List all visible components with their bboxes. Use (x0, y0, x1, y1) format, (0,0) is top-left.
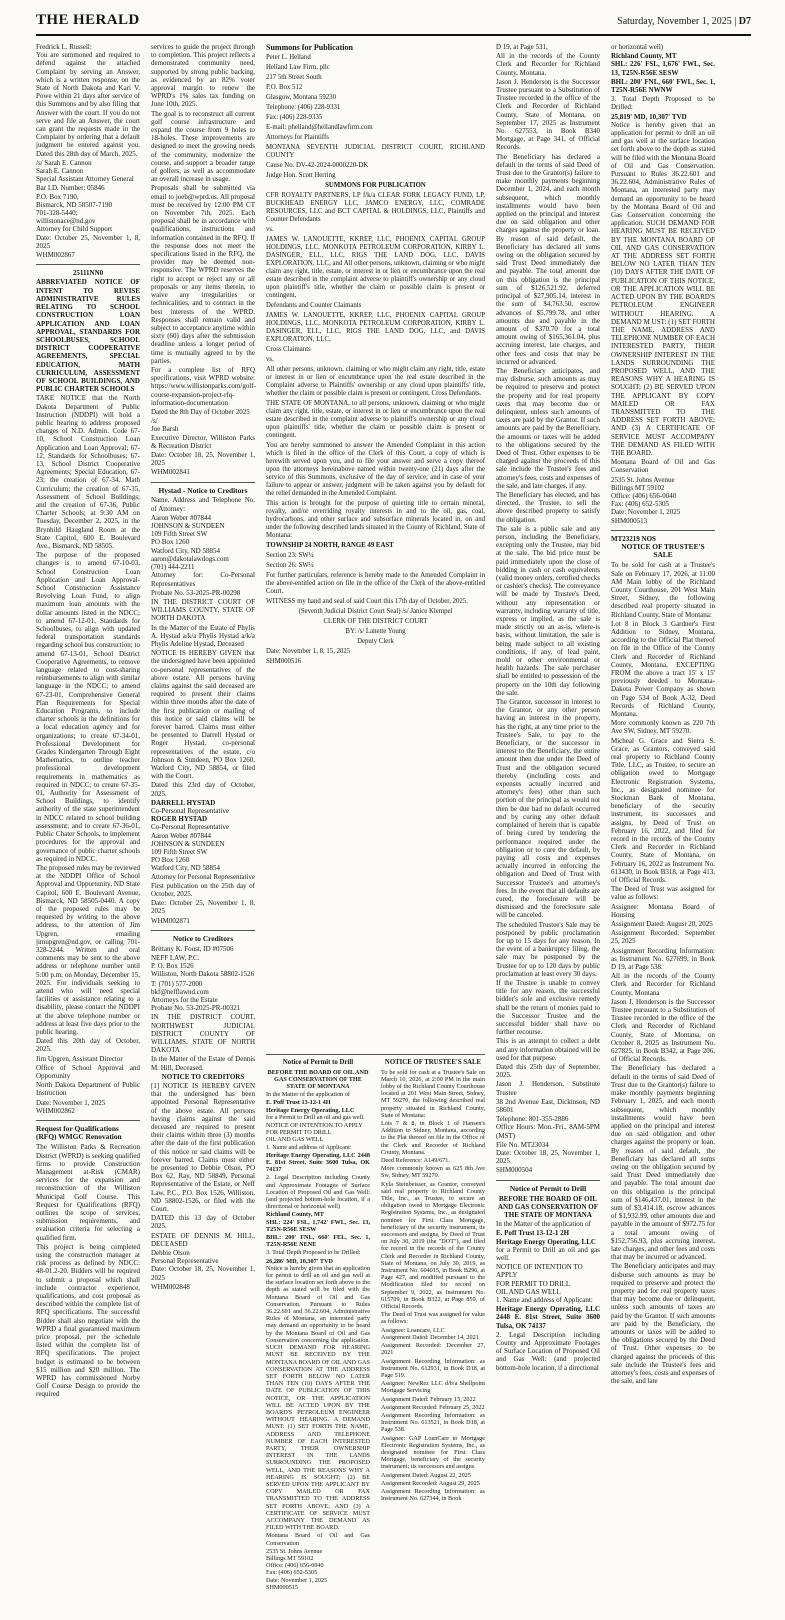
notice-text: JOHNSON & SUNDEEN (151, 839, 225, 848)
masthead (36, 12, 751, 36)
notice-text: 3. Total Depth Proposed to be Drilled: (266, 1249, 361, 1257)
notice-text: Lot 8 in Block 3 Gardner's First Addition to Sidney, Montana, according to the Official Plat thereof on file in the Office of the County Clerk and Recorder of Richland County, Montana, EXCEPTING FROM the above a tract 15' x 15' previously deeded to Montana-Dakota Power Company as shown on Page 534 of Book A-32, Deed Records of Richland County, Montana. (611, 619, 715, 718)
notice-text: Bismarck, ND 58507-7190 (36, 200, 113, 209)
notice-text: 2. Legal Description including County and Approximate Footages of Surface Location of Proposed Oil and Gas Well: (and projected bottom-hole location, if a directional (496, 1330, 600, 1372)
notice-text: 26,286' MD, 10,307' TVD (266, 1257, 333, 1265)
notice-text: Proposals shall be submitted via email to joeb@wprd.us. All proposal must be received by 12:00 PM CT on November 7th, 2025. Each proposal shall be in accordance with qualifications, instructions and information contained in the RFQ. If the response does not meet the specifications listed in the RFQ, the provider may be deemed non-responsive. The WPRD reserves the right to accept or reject any or all proposals or any items therein, to waive any irregularities or technicalities, and to contract in the best interests of the WPRD. Responses shall remain valid and subject to acceptance anytime within sixty (60) days after the submission deadline unless a longer period of time is mutually agreed to by the parties. (151, 184, 255, 365)
notice-text: Deputy Clerk (357, 638, 394, 645)
notice-text: SHM000504 (496, 1166, 533, 1175)
notice-text: Attorney for Personal Representative (151, 872, 255, 881)
notice-trustees-sale-steinbeisser (381, 1059, 485, 1502)
column-6 (611, 43, 715, 1591)
notice-text: The Grantor, successor in interest to the Grantor, or any other person having an interest in the property, has the right, at any time prior to the Trustee's Sale, to pay to the Beneficiary, or the successor in interest to the Beneficiary, the entire amount then due under the Deed of Trust and the obligation secured thereby (including costs and expenses actually incurred and attorney's fees) other than such portion of the principal as would not then be due had no default occurred and by curing any other default complained of herein that is capable of being cured by tendering the performance required under the obligation or to cure the default, by paying all costs and expenses actually incurred in enforcing the obligation and Deed of Trust with Successor Trustee's and attorney's fees. In the event that all defaults are cured, the foreclosure will be dismissed and the foreclosure sale will be canceled. (496, 698, 600, 920)
notice-text: You are hereby summoned to answer the Amended Complaint in this action which is filed in the office of the Clerk of this Court, a copy of which is herewith served upon you, and to file your answer and serve a copy thereof upon the attorneys hereinabove named within twenty-one (21) days after the service of this Summons, exclusive of the day of service; and in case of your failure to appear or answer, judgment will be taken against you by default for the relief demanded in the Amended Complaint. (266, 442, 485, 497)
notice-text: IN THE DISTRICT COURT, NORTHWEST JUDICIAL DISTRICT COUNTY OF WILLIAMS, STATE OF NORTH DAKOTA (151, 1013, 255, 1055)
notice-text: TOWNSHIP 24 NORTH, RANGE 49 EAST (266, 542, 394, 549)
notice-text: BY: /s/ Lanette Young (345, 628, 406, 635)
notice-text: Bar I.D. Number: 05846 (36, 184, 105, 193)
notice-text: PO Box 1260 (151, 538, 190, 547)
notice-text: Office Hours: Mon.-Fri., 8AM-5PM (MST) (496, 1123, 600, 1140)
notice-text: The Beneficiary has elected, and has directed, the Trustee, to sell the above described property to satisfy the obligation. (496, 490, 600, 524)
notice-text: Date: November 1, 2025 (36, 1098, 106, 1107)
notice-text: Date: November 1, 8, 15, 2025 (266, 648, 351, 655)
notice-text: 109 Fifth Street SW (151, 848, 208, 856)
notice-text: The scheduled Trustee's Sale may be postponed by public proclamation for up to 15 days for any reason. In the event of a bankruptcy filing, the sale may be postponed by the Trustee for up to 120 days by public proclamation at least every 30 days. (496, 920, 600, 978)
notice-text: In the Matter of the Estate of Phylis A. Hystad a/k/a Phylis Hystad a/k/a Phylis Adeline Hystad, Deceased (151, 623, 255, 648)
notice-text: To be sold for cash at a Trustee's Sale on March 10, 2026, at 2:00 PM in the main lobby of the Richland County Courthouse located at 201 West Main Street, Sidney, MT 59270, the following described real property situated in Richland County, State of Montana: (381, 1068, 485, 1119)
notice-text: The Beneficiary anticipates, and may disburse, such amounts as may be required to preserve and protect the property and for real property taxes that may become due or delinquent, unless such amounts of taxes are paid by the Grantor. If such amounts are paid by the Beneficiary, the amounts or taxes will be added to the obligations secured by the Deed of Trust. Other expenses to be charged against the proceeds of this sale include the Trustee's fees and attorney's fees, costs and expenses of the sale, and late charges, if any. (496, 366, 600, 490)
notice-text: Assignment Recording Information: as Instrument No. 627344, in Book (381, 1487, 485, 1503)
notice-text: Heritage Energy Operating, LLC (266, 1106, 355, 1114)
notice-text: (701) 444-2211 (151, 563, 195, 572)
notice-text: More commonly known as 220 7th Ave SW, Sidney, MT 59270. (611, 719, 715, 736)
notice-text: Brittany K. Foust, ID #07506 (151, 944, 234, 953)
notice-text: /s/ (151, 417, 158, 426)
notice-text: Jim Upgren, Assistant Director (36, 1054, 123, 1063)
notice-text: Assignee: NewRez LLC d/b/a Shellpoint Mortgage Servicing (381, 1380, 485, 1395)
notice-text: Assignee: Montana Board of Housing (611, 902, 715, 919)
notice-text: Telephone: (406) 228-9331 (266, 104, 341, 111)
notice-text: JAMES W. LANOUETTE, KKREP, LLC, PHOENIX CAPITAL GROUP HOLDINGS, LLC, MONKOTA PETROLEUM CORPORATION, KIRBY L. DASINGER, ELL, LLC, RIGS THE LAND DOG, LLC, DAVIS EXPLORATION, LLC, and All other persons, unknown, claiming or who might claim any right, title, estate, or interest in or lien or encumbrance upon the real estate described in the complaint adverse to plaintiff's ownership or any cloud upon plaintiff's title, whether the claim or possible claim is present or contingent, (266, 236, 485, 299)
notice-text: Attorneys for Plaintiffs (266, 134, 329, 141)
notice-text: WITNESS my hand and seal of said Court this 17th day of October, 2025. (266, 598, 468, 605)
notice-permit-to-drill-e-poff-trust-4h (266, 1059, 370, 1591)
notice-rfq-wmgc-renovation (36, 1120, 140, 1399)
notice-text: The purpose of the proposed changes is to amend 67-10-03, School Construction Loan Application and Loan Approval-School Construction Assistance Revolving Loan Fund, to align maximum loan amounts with the dollar amounts listed in the NDCC; to amend 67-12-01, Standards for Schoolbuses, to align with updated federal transportation standards regarding school bus construction; to amend 67-13-01, School District Cooperative Agreements, to remove language related to cost-sharing reimbursements to align with similar language in the NDCC; to amend 67-23-01, Comprehensive General Plan Requirements for Special Education Programs, to include charter schools in the definitions for a local education agency and for organizations; to create 67-34-01, Professional Development for Grades Kindergarten Through Eight Mathematics, to outline teacher professional development requirements in mathematics as required in NDCC; to create 67-35-01, Authority for Assessment of School Buildings, to identify authority of the state superintendent in NDCC related to school building assessment; and to create 67-36-01, Public Chater Schools, to implement procedures for the approval and governance of public charter schools as required in NDCC. (36, 551, 140, 863)
notice-text: vs. (266, 356, 274, 363)
notice-text: WHM002848 (151, 1282, 190, 1291)
notice-text: Glasgow, Montana 59230 (266, 94, 336, 101)
notice-heading: Notice of Permit to Drill (282, 1059, 354, 1067)
notice-text: DARRELL HYSTAD (151, 798, 216, 807)
notice-text: Personal Representative (151, 1257, 219, 1266)
notice-text: FOR PERMIT TO DRILL (496, 1279, 571, 1288)
notice-text: Attorney for: Co-Personal Representatives (151, 571, 255, 588)
notice-text: Cross Claimants (266, 346, 311, 353)
notice-text: (Seventh Judicial District Court Seal) /s/ Janice Klempel (298, 608, 453, 615)
notice-trustees-sale-steinbeisser-continued (496, 43, 600, 1175)
notice-text: Dated this 23rd day of October, 2025. (151, 781, 255, 798)
notice-heading: Notice to Creditors (172, 933, 234, 943)
notice-text: WHM002871 (151, 916, 190, 925)
notice-heading: Summons for Publication (266, 43, 353, 52)
notice-text: 701-328-5440; (36, 209, 78, 218)
notice-text: Fax: (406) 652-5305 (611, 500, 669, 509)
notice-text: Executive Director, Williston Parks & Recreation District (151, 433, 255, 450)
notice-text: Billings MT 59102 (266, 1554, 314, 1562)
notice-text: Date: October 18, 25, November 1, 2025 (496, 1149, 600, 1166)
notice-hystad-notice-to-creditors (151, 482, 255, 925)
notice-text: Peter L. Helland (266, 54, 311, 61)
notice-text: SUMMONS FOR PUBLICATION (325, 182, 426, 189)
notice-text: Debbie Olson (151, 1249, 190, 1258)
notice-text: Aaron Weber #07844 (151, 513, 211, 522)
notice-text: WHM002862 (36, 1106, 75, 1115)
notice-text: The Deed of Trust was assigned for value as follows: (381, 1311, 485, 1326)
notice-text: Richland County, MT (266, 1211, 324, 1219)
notice-text: Assignment Dated: August 20, 2025 (611, 920, 713, 929)
notice-text: All in the records of the County Clerk and Recorder for Richland County, Montana. (496, 52, 600, 77)
notice-text: All other persons, unknown, claiming or who might claim any right, title, estate or interest in or lien or encumbrance upon the real estate described in the Complaint adverse to Plaintiffs' ownership or any cloud upon plaintiffs' title, whether the claim or possible claim is present or contingent, Cross Defendants. (266, 366, 485, 397)
notice-text: [1] NOTICE IS HEREBY GIVEN that the undersigned has been appointed Personal Representative of the above estate. All persons having claims against the said deceased are required to present their claims within three (3) months after the date of the first publication of this notice or said claims will be forever barred. Claims must either be presented to Debbie Olson, PO Box 62, Ray, ND 58849, Personal Representative of the Estate, or Neff Law, P.C., P.O. Box 1526, Williston, ND 58802-1526, or filed with the Court. (151, 1081, 255, 1214)
notice-text: For further particulars, reference is hereby made to the Amended Complaint in the above-entitled action on file in the office of the Clerk of the above-entitled Court. (266, 572, 485, 595)
notice-hill-notice-to-creditors (151, 930, 255, 1291)
notice-text: Fredrick L. Russell: (36, 43, 92, 51)
notice-text: Date: November 1, 2025 (266, 1576, 328, 1584)
notice-text: NEFF LAW, P.C. (151, 953, 200, 962)
notice-text: Williston, North Dakota 58802-1526 (151, 970, 255, 979)
notice-text: vs. (266, 226, 274, 233)
notice-text: Date: October 25, November 1, 8, 2025 (36, 233, 140, 250)
notice-text: P.O. Box 7190, (36, 192, 79, 201)
notice-text: T: (701) 577-2000 (151, 979, 203, 988)
notice-text: Assignment Dated: August 22, 2025 (381, 1471, 471, 1479)
notice-text: services to guide the project through to completion. This project reflects a demonstrated community need, supported by strong public backing, as evidenced by an 82% voter approval margin to renew the WPRD's 1% sales tax funding on June 10th, 2025. (151, 43, 255, 109)
notice-heading: Request for Qualifications (RFQ) WMGC Renovation (36, 1124, 122, 1142)
notice-text: P.O. Box 512 (266, 84, 303, 91)
notice-text: The Beneficiary anticipates and may disburse such amounts as may be required to preserve and protect the property and for real property taxes that may become due or delinquent, unless such amounts of taxes are paid by the Grantor. If such amounts are paid by the Beneficiary, the amounts or taxes will be added to the obligations secured by the Deed of Trust. Other expenses to be charged against the proceeds of this sale include the Trustee's fees and attorney's fees, costs and expenses of the sale, and late (611, 1262, 715, 1386)
notice-text: JAMES W. LANOUETTE, KKREP, LLC, PHOENIX CAPITAL GROUP HOLDINGS, LLC, MONKOTA PETROLEUM CORPORATION, KIRBY L. DASINGER, ELL, LLC, RIGS THE LAND DOG, LLC, and DAVIS EXPLORATION, LLC, (266, 312, 485, 343)
notice-text: or horizontal well) (611, 43, 664, 51)
notice-text: P. O. Box 1526 (151, 962, 194, 971)
notice-text: DATED this 13 day of October 2025. (151, 1214, 255, 1231)
notice-text: Assignment Dated: December 14, 2021 (381, 1333, 479, 1341)
notice-text: In the Matter of the application of (266, 1091, 350, 1099)
column-3-4-region (266, 43, 485, 1591)
notice-text: 1. Name and address of Applicant: (266, 1143, 352, 1151)
notice-text: In the Matter of the application of (496, 1220, 591, 1229)
notice-text: 2535 St. Johns Avenue (266, 1547, 323, 1555)
notice-text: This project is being completed using the construction manager at risk process as defined by NDCC: 48-01.2-20. Bidders will be required to submit a proposal which shall include contractor experience, qualifications, and cost proposal as described within the complete list of RFQ specifications. The successful Bidder shall also negotiate with the WPRD a final guaranteed maximum price proposal, per the schedule listed within the complete list of RFQ specifications. The project budget is estimated to be between $15 million and $20 million. The WPRD has commissioned Norby Golf Course Design to provide the required (36, 1242, 140, 1399)
date-page-separator: | (734, 16, 737, 27)
notice-text: 38 2nd Avenue East, Dickinson, ND 58601 (496, 1097, 600, 1114)
notice-text: BEFORE THE BOARD OF OIL AND GAS CONSERVATION OF THE STATE OF MONTANA (267, 1068, 369, 1090)
notice-text: SHL: 224' FSL, 1,742' FWL, Sec. 13, T25N-R56E SESW (266, 1218, 370, 1233)
notice-text: 2535 St. Johns Avenue (611, 475, 675, 484)
notice-text: NOTICE TO CREDITORS (161, 1072, 245, 1081)
notice-heading: Notice of Permit to Drill (509, 1183, 587, 1193)
page-label: D7 (738, 16, 751, 27)
notice-text: CFR ROYALTY PARTNERS, LP f/k/a CLEAR FORK LEGACY FUND, LP, BUCKHEAD ENERGY LLC, JAMCO ENERGY, LLC, COMRADE RESOURCES, LLC and BCT CAPITAL & HOLDINGS, LLC, Plaintiffs and Counter Defendants (266, 192, 485, 223)
notice-text: /s/ Sarah E. Cannon (36, 158, 92, 167)
notice-text: Assignment Recorded: February 25, 2022 (381, 1403, 485, 1411)
notice-text: SHM000516 (266, 658, 302, 665)
notice-permit-to-drill-e-poff-trust-2h (496, 1180, 600, 1372)
notice-text: IN THE DISTRICT COURT OF WILLIAMS COUNTY, STATE OF NORTH DAKOTA (151, 597, 255, 623)
notice-permit-to-drill-e-poff-trust-2h-continued (611, 43, 715, 525)
column-2 (151, 43, 255, 1591)
notice-text: aaron@dakotalawdogs.com (151, 554, 229, 563)
notice-text: Montana Board of Oil and Gas Conservation (266, 1532, 370, 1547)
notice-text: Dated this 20th day of October, 2025. (36, 1037, 140, 1054)
notice-text: OIL AND GAS WELL (266, 1136, 324, 1144)
split-notice-region (266, 1054, 485, 1591)
notice-text: Notice is hereby given that an application for permit to drill an oil and gas well at the surface location set forth above to the depth as stated will be filed with the Montana Board of Oil and Gas Conservation. Pursuant to Rules 36.22.601 and 36.22.604, Administrative Rules of Montana, an interested party may demand an opportunity to be heard by the Montana Board of Oil and Gas Conservation concerning the application. SUCH DEMAND FOR HEARING MUST BE RECEIVED BY THE MONTANA BOARD OF OIL AND GAS CONSERVATION AT THE ADDRESS SET FORTH BELOW NO LATER THAN TEN (10) DAYS AFTER THE DATE OF PUBLICATION OF THIS NOTICE, OR THE APPLICATION WILL BE ACTED UPON BY THE BOARD'S PETROLEUM ENGINEER WITHOUT HEARING. A DEMAND M UST: (1) SET FORTH THE NAME, ADDRESS AND TELEPHONE NUMBER OF EACH INTERESTED PARTY, THEIR OWNERSHIP INTEREST IN THE LANDS SURROUNDING THE PROPOSED WELL, AND THE REASONS WHY A HEARING IS SOUGHT; (2) BE SERVED UPON THE APPLICANT BY COPY MAILED OR FAX TRANSMITTED TO THE ADDRESS SET FORTH ABOVE; AND (3) A CERTIFICATE OF SERVICE MUST ACCOMPANY THE DEMAND AS FILED WITH THE BOARD. (611, 120, 715, 457)
notice-text: for a Permit to Drill an oil and gas well. (496, 1245, 600, 1262)
notice-text: Jason J. Henderson is the Successor Trustee pursuant to a Substitution of Trustee recorded in the office of the Clerk and Recorder of Richland County, State of Montana, on October 8, 2025 as Instrument No. 627825, in Book B342, at Page 206, of Official Records. (611, 997, 715, 1064)
notice-text: Kyla Steinbeisser, as Grantor, conveyed said real property to Richland County Title, Inc., as Trustee, to secure an obligation owed to Mortgage Electronic Registration Systems, Inc., as designated nominee for First Class Mortgage, beneficiary of the security instrument, its successors and assigns, by Deed of Trust on July 30, 2019 (the "DOT"), and filed for record in the records of the County Clerk and Recorder in Richland County, State of Montana, on July 30, 2019, as Instrument No. 604015, in Book B296, at Page 427, and modified pursuant to the Modification filed for record on September 9, 2022, as Instrument No. 615709, in Book B322, at Page 859, of Official Records. (381, 1180, 485, 1311)
notice-text: Jason J. Henderson, Substitute Trustee (496, 1080, 600, 1097)
notice-text: You are summoned and required to defend against the attached Complaint by serving an Answer, which is a written response, on the State of North Dakota and Kari V. Powe within 21 days after service of this Summons and by also filing that Answer with the court. If you do not serve and file an Answer, the court can grant the requests made in the Complaint by ordering that a default judgment be entered against you. Dated this 28th day of March, 2025. (36, 51, 140, 158)
notice-text: SHL: 226' FSL, 1,676' FWL, Sec. 13, T25N-R56E SESW (611, 60, 715, 77)
notice-text: Heritage Energy Operating, LLC 2448 E. 81st Street, Suite 3600 Tulsa, OK 74137 (266, 1151, 370, 1174)
notice-heading: NOTICE OF TRUSTEE'S SALE (384, 1059, 482, 1067)
notice-text: Probate No. 53-2025-PR-00321 (151, 1004, 241, 1013)
notice-text: Special Assistant Attorney General (36, 175, 134, 184)
notice-text: Telephone: 801-355-2886 (496, 1115, 569, 1124)
column-4-lower (381, 1059, 485, 1591)
notice-text: ESTATE OF DENNIS M. HILL, DECEASED (151, 1231, 255, 1248)
notice-text: Fax: (406) 652-5305 (266, 1569, 318, 1577)
notice-text: 25111NN0 (72, 269, 104, 278)
notice-text: This action is brought for the purpose of quieting title to certain mineral, royalty, and/or overriding royalty interests in and to the oil, gas, coal, hydrocarbons, and other surface and subsurface minerals located in, on and under the following described lands situated in the County of Richland, State of Montana: (266, 500, 485, 539)
issue-date: Saturday, November 1, 2025 (617, 16, 732, 27)
notice-rfq-wmgc-renovation-continued (151, 43, 255, 477)
notice-text: Section 26: SW¼ (266, 562, 314, 569)
notice-text: Sarah E. Cannon (36, 167, 84, 176)
notice-text: Assignment Recording Information: as Instrument No. 627699, in Book D 19, at Page 538. (611, 946, 715, 972)
notice-text: Assignment Recorded: December 27, 2021 (381, 1342, 485, 1357)
notice-text: Office of School Approval and Opportunity (36, 1063, 140, 1080)
paper-name: THE HERALD (36, 12, 140, 28)
notice-text: File No. MT23034 (496, 1140, 549, 1149)
notice-text: Assignee: GAP LoanCare to Mortgage Electronic Registration Systems, Inc., as designated nominee for First Class Mortgage, beneficiary of the security instrument; its successors and assigns (381, 1434, 485, 1471)
notice-text: 2. Legal Description including County and Approximate Footages of Surface Location of Proposed Oil and Gas Well: (and projected bottom-hole location, if a directional or horizontal well) (266, 1174, 370, 1211)
notice-text: Aaron Weber #07844 (151, 831, 211, 840)
notice-text: Attorney for Child Support (36, 225, 113, 234)
notice-text: Date: October 25, November 1, 8, 2025 (151, 899, 255, 916)
notice-text: Dated the 8th Day of October 2025 (151, 407, 250, 416)
notice-text: Billings MT 59102 (611, 483, 665, 492)
notice-text: WHM002867 (36, 251, 75, 260)
notice-text: 217 5th Street South (266, 74, 322, 81)
notice-text: PO Box 1260 (151, 856, 190, 865)
notice-text: Assignment Recording Information: as Instrument No. 613521, in Book D18, at Page 538. (381, 1411, 485, 1434)
notice-text: JOHNSON & SUNDEEN (151, 522, 225, 531)
notice-text: Date: October 18, 25, November 1, 2025 (151, 1265, 255, 1282)
notice-text: 3. Total Depth Proposed to be Drilled: (611, 95, 715, 112)
notice-summons-russell (36, 43, 140, 259)
legal-notices-body (36, 43, 751, 1591)
notice-text: Notice is hereby given that an application for permit to drill an oil and gas well at the surface location set forth above to the depth as stated will be filed with the Montana Board of Oil and Gas Conservation. Pursuant to Rules 36.22.601 and 36.22.604, Administrative Rules of Montana, an interested party may demand an opportunity to be heard by the Montana Board of Oil and Gas Conservation concerning the application. SUCH DEMAND FOR HEARING MUST BE RECEIVED BY THE MONTANA BOARD OF OIL AND GAS CONSERVATION AT THE ADDRESS SET FORTH BELOW NO LATER THAN TEN (10) DAYS AFTER THE DATE OF PUBLICATION OF THIS NOTICE, OR THE APPLICATION WILL BE ACTED UPON BY THE BOARD'S PETROLEUM ENGINEER WITHOUT HEARING. A DEMAND MUST: (1) SET FORTH THE NAME, ADDRESS AND TELEPHONE NUMBER OF EACH INTERESTED PARTY, THEIR OWNERSHIP INTEREST IN THE LANDS SURROUNDING THE PROPOSED WELL, AND THE REASONS WHY A HEARING IS SOUGHT; (2) BE SERVED UPON THE APPLICANT BY COPY MAILED OR FAX TRANSMITTED TO THE ADDRESS SET FORTH ABOVE; AND (3) A CERTIFICATE OF SERVICE MUST ACCOMPANY THE DEMAND AS FILED WITH THE BOARD. (266, 1264, 370, 1532)
notice-text: OIL AND GAS WELL (496, 1287, 561, 1296)
notice-text: E-mail: phelland@hellandlawfirm.com (266, 124, 373, 131)
notice-text: Judge Hon. Scott Herring (266, 172, 336, 179)
notice-text: Dated this 25th day of September, 2025. (496, 1062, 600, 1080)
notice-text: SHM000513 (611, 516, 648, 525)
notice-text: NOTICE OF INTENTION TO APPLY (266, 1122, 363, 1129)
notice-text: FOR PERMIT TO DRILL (266, 1129, 332, 1137)
notice-text: Probate No. 53-2025-PR-00298 (151, 588, 241, 597)
date-line (617, 16, 751, 27)
notice-text: 25,819' MD, 10,307' TVD (611, 112, 687, 121)
notice-text: The goal is to reconstruct all current golf course infrastructure and expand the course from 9 holes to 18-holes. These improvements are designed to meet the growing needs of the community, modernize the course, and support a broader range of golfers, as well as accommodate an overall increase in usage. (151, 109, 255, 184)
column-5 (496, 43, 600, 1591)
notice-text: This is an attempt to collect a debt and any information obtained will be used for that purpose. (496, 1037, 600, 1062)
notice-heading: Hystad - Notice to Creditors (158, 485, 248, 495)
notice-text: MT23219 NOS (611, 534, 656, 543)
notice-text: MONTANA SEVENTH JUDICIAL DISTRICT COURT, RICHLAND COUNTY (266, 144, 485, 159)
notice-text: willistonace@nd.gov (36, 217, 96, 226)
notice-text: Richland County, MT (611, 52, 677, 61)
notice-text: Date: October 18, 25, November 1, 2025 (151, 450, 255, 468)
notice-text: First publication on the 25th day of October, 2025. (151, 881, 255, 899)
notice-text: Watford City, ND 58854 (151, 864, 220, 873)
notice-text: The Deed of Trust was assigned for value as follows: (611, 885, 715, 902)
notice-text: Micheal G. Grace and Sierra S. Grace, as Grantors, conveyed said real property to Richland County Title, LLC, as Trustee, to secure an obligation owed to Mortgage Electronic Registration Systems, Inc., as designated nominee for Stockman Bank of Montana, beneficiary of the security instrument, its successors and assigns, by Deed of Trust on February 16, 2022, and filed for record in the records of the County Clerk and Recorder in Richland County, State of Montana, on February 16, 2022 as Instrument No. 613430, in Book B318, at Page 413, of Official Records. (611, 736, 715, 885)
notice-summons-for-publication (266, 43, 485, 666)
notice-text: Montana Board of Oil and Gas Conservation (611, 458, 715, 475)
notice-text: 1. Name and address of Applicant: (496, 1295, 593, 1304)
column-3-lower (266, 1059, 370, 1591)
notice-text: BHL: 200' FNL, 660' FEL, Sec. 1, T25N-R56E NENE (266, 1234, 370, 1249)
notice-text: The proposed rules may be reviewed at the NDDPI Office of School Approval and Opportunity, ND State Capitol, 600 E. Boulevard Avenue, Bismarck, ND 58505-0440. A copy of the proposed rules may be requested by writing to the above address, to the attention of Jim Upgren, emailing jimupgren@nd.gov, or calling 701-328-2244. Written and oral comments may be sent to the above address or telephone number until 5:00 p.m. on Monday, December 15, 2025. For individuals seeking to attend who will need special facilities or assistance relating to a disability, please contact the NDDPI at the above telephone number or address at least five days prior to the public hearing. (36, 863, 140, 1036)
notice-text: For a complete list of RFQ specifications, visit WPRD website: https://www.willistonparks.com/golf-course-expansion-project-rfq-information-documentation (151, 365, 256, 407)
notice-text: Date: November 1, 2025 (611, 508, 681, 517)
notice-text: BHL: 200' FNL, 660' FWL, Sec. 1, T25N-R56E NWNW (611, 77, 715, 95)
notice-text: More commonly known as 625 8th Ave Sw, Sidney, MT 59270. (381, 1165, 485, 1180)
notice-text: Co-Personal Representative (151, 806, 229, 815)
notice-text: CLERK OF THE DISTRICT COURT (323, 618, 428, 625)
notice-text: To be sold for cash at a Trustee's Sale on February 17, 2026, at 11:00 AM Main lobby of the Richland County Courthouse, 201 West Main Street, Sidney, the following described real property situated in Richland County, State of Montana: (611, 561, 715, 619)
notice-text: Assignment Recorded: August 29, 2025 (381, 1479, 480, 1487)
notice-text: BEFORE THE BOARD OF OIL AND GAS CONSERVATION OF THE STATE OF MONTANA (497, 1194, 599, 1219)
notice-nddpi-administrative-rules (36, 264, 140, 1115)
notice-text: E. Poff Trust 13-12-1 2H (496, 1229, 570, 1238)
notice-text: Name, Address and Telephone No. of Attorney: (151, 496, 255, 513)
notice-text: Lots 7 & 8, in Block 1 of Hansen's Addition to Sidney, Montana, according to the Plat thereof on file in the Office of the Clerk and Recorder of Richland County, Montana. (381, 1120, 485, 1156)
notice-text: If the Trustee is unable to convey title for any reason, the successful bidder's sole and exclusive remedy shall be the return of monies paid to the Successor Trustee and the successful bidder shall have no further recourse. (496, 978, 600, 1037)
notice-text: NOTICE IS HEREBY GIVEN that the undersigned have been appointed co-personal representatives of the above estate. All persons having claims against the said deceased are required to present their claims within three months after the date of the first publication or mailing of this notice or said claims will be forever barred. Claims must either be presented to Darrell Hystad or Roger Hystad, co-personal representatives of the estate, c/o Johnson & Sundeen, PO Box 1260, Watford City, ND 58854, or filed with the Court. (151, 649, 255, 781)
notice-text: The Beneficiary has declared a default in the terms of said Deed of Trust due to the Grantor(s) failure to make monthly payments beginning December 1, 2024, and each month subsequent, which monthly installments would have been applied on the principal and interest due on said obligation and other charges against the property or loan. By reason of said default, the Beneficiary has declared all sums owing on the obligation secured by said Trust Deed immediately due and payable. The total amount due on this obligation is the principal sum of $126,521.92, deferred principal of $27,905.14, interest in the sum of $4,763.50, escrow advances of $5,799.78, and other amounts due and payable in the amount of $370.70 for a total amount owing of $165,361.04, plus accruing interest, late charges, and other fees and costs that may be incurred or advanced. (496, 152, 600, 366)
notice-text: Cause No. DV-42-2024-0000220-DK (266, 162, 369, 169)
column-1 (36, 43, 140, 1591)
notice-text: North Dakota Department of Public Instruction (36, 1081, 140, 1098)
notice-text: Heritage Energy Operating, LLC 2448 E. 81st Street, Suite 3600 Tulsa, OK 74137 (496, 1305, 600, 1330)
notice-text: Office: (406) 656-0040 (266, 1562, 324, 1570)
notice-text: The Williston Parks & Recreation District (WPRD) is seeking qualified firms to provide Construction Management at-Risk (CMAR) services for the expansion and reconstruction of the Williston Municipal Golf Course. This Request for Qualifications (RFQ) outlines the scope of services, submission requirements, and evaluation criteria for selecting a qualified firm. (36, 1143, 140, 1242)
notice-text: Joe Barsh (151, 425, 179, 434)
notice-text: Helland Law Firm, pllc (266, 64, 330, 71)
notice-text: ROGER HYSTAD (151, 815, 208, 824)
notice-text: SHM000515 (266, 1583, 298, 1591)
notice-text: In the Matter of the Estate of Dennis M. Hill, Deceased. (151, 1055, 255, 1072)
notice-text: Assignment Recording Information: as Instrument No. 612931, in Book D18, at Page 519. (381, 1357, 485, 1379)
notice-text: Defendants and Counter Claimants (266, 302, 362, 309)
notice-text: Watford City, ND 58854 (151, 546, 220, 555)
wide-notice-region (266, 43, 485, 1051)
notice-text: WHM002841 (151, 468, 190, 477)
notice-text: NOTICE OF INTENTION TO APPLY (496, 1263, 583, 1280)
notice-heading: NOTICE OF TRUSTEE'S SALE (621, 541, 705, 560)
notice-text: Jason J. Henderson is the Successor Trustee pursuant to a Substitution of Trustee recorded in the office of the Clerk and Recorder of Richland County, State of Montana, on September 17, 2025 as Instrument No. 627553, in Book B340 Mortgage, at Page 341, of Official Records. (496, 77, 600, 152)
notice-text: Deed Reference: A149/671. (381, 1157, 450, 1165)
notice-text: Co-Personal Representative (151, 823, 229, 832)
notice-text: Attorneys for the Estate (151, 995, 218, 1004)
notice-text: Fax: (406) 228-9335 (266, 114, 323, 121)
notice-text: THE STATE OF MONTANA, to all persons, unknown, claiming or who might claim any right, title, estate, or interest in or lien or encumbrance upon the real estate described in the complaint adverse to plaintiff's ownership or any cloud upon plaintiffs' title, whether the claim or possible claim is present or contingent. (266, 400, 485, 439)
notice-text: Assignment Recorded: September 25, 2025 (611, 929, 715, 946)
notice-text: Section 23: SW¼ (266, 552, 314, 559)
notice-trustees-sale-grace (611, 530, 715, 1386)
notice-text: The sale is a public sale and any person, including the Beneficiary, excepting only the Trustee, may bid at the sale. The bid price must be paid immediately upon the close of bidding in cash or cash equivalents (valid money orders, certified checks or cashier's checks). The conveyance will be made by Trustee's Deed, without any representation or warranty, including warranty of title, express or implied, as the sale is made strictly on an as-is, where-is basis, without limitation, the sale is being made subject to all existing conditions, if any, of lead paint, mold or other environmental or health hazards. The sale purchaser shall be entitled to possession of the property on the 10th day following the sale. (496, 524, 600, 697)
notice-text: Assignment Dated: February 15, 2022 (381, 1395, 476, 1403)
notice-text: ABBREVIATED NOTICE OF INTENT TO REVISE ADMINISTRATIVE RULES RELATING TO SCHOOL CONSTRUCTION LOAN APPLICATION AND LOAN APPROVAL, STANDARDS FOR SCHOOLBUSES, SCHOOL DISTRICT COOPERATIVE AGREEMENTS, SPECIAL EDUCATION, MATH CURRICULUM, ASSESSMENT OF SCHOOL BUILDINGS, AND PUBLIC CHARTER SCHOOLS (36, 278, 140, 394)
notice-text: D 19, at Page 531, (496, 43, 548, 51)
notice-text: The Beneficiary has declared a default in the terms of said Deed of Trust due to the Grantor(s) failure to make monthly payments beginning February 1, 2025, and each month subsequent, which monthly installments would have been applied on the principal and interest due on said obligation and other charges against the property or loan. By reason of said default, the Beneficiary has declared all sums owing on the obligation secured by said Trust Deed immediately due and payable. The total amount due on this obligation is the principal sum of $146,437.01, interest in the sum of $3,414.18, escrow advances of $1,932.99, other amounts due and payable in the amount of $972.75 for a total amount owing of $152,756.93, plus accruing interest, late charges, and other fees and costs that may be incurred or advanced. (611, 1064, 716, 1262)
notice-text: for a Permit to Drill an oil and gas well. (266, 1113, 365, 1121)
notice-text: Office: (406) 656-0040 (611, 491, 677, 500)
notice-text: 109 Fifth Street SW (151, 530, 208, 539)
notice-text: TAKE NOTICE that the North Dakota Department of Public Instruction (NDDPI) will hold a public hearing to address proposed changes of N.D. Admin. Code 67-10, School Construction Loan Application and Loan Approval; 67-12, Standards for Schoolbuses; 67-13, School District Cooperative Agreements; Special Education, 67-23; the creation of 67-34, Math Curriculum; the creation of 67-35, Assessment of School Buildings; and the creation of 67-36, Public Charter Schools; at 9:30 AM on Tuesday, December 2, 2025, in the Brynhild Haugland Room at the State Capitol, 600 E. Boulevard Ave., Bismarck, ND 58505. (36, 394, 140, 550)
notice-text: All in the records of the County Clerk and Recorder for Richland County, Montana (611, 972, 715, 997)
notice-text: Assignee: Loancare, LLC (381, 1326, 445, 1334)
notice-text: bkf@nefflawnd.com (151, 987, 209, 996)
notice-text: E. Poff Trust 13-12-1 4H (266, 1099, 331, 1107)
notice-text: Heritage Energy Operating, LLC (496, 1237, 596, 1246)
